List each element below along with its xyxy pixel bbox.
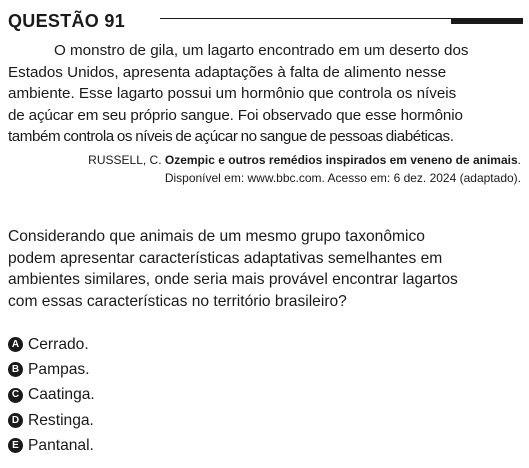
passage-line: também controla os níveis de açúcar no sangue de pessoas diabéticas. bbox=[8, 128, 454, 145]
question-line: ambientes similares, onde seria mais provável encontrar lagartos bbox=[8, 271, 458, 288]
option-b-text: Pampas. bbox=[28, 360, 90, 378]
letter-e-icon: E bbox=[8, 438, 23, 453]
question-line: podem apresentar características adaptativas semelhantes em bbox=[8, 249, 443, 267]
source-citation bbox=[21, 151, 521, 187]
question-line: com essas características no território brasileiro? bbox=[8, 292, 347, 310]
option-d-text: Restinga. bbox=[28, 411, 94, 429]
option-c-text: Caatinga. bbox=[28, 386, 95, 404]
question-line: Considerando que animais de um mesmo grupo taxonômico bbox=[8, 228, 425, 245]
option-b[interactable] bbox=[8, 357, 95, 382]
question-number: QUESTÃO 91 bbox=[8, 11, 126, 31]
option-a[interactable] bbox=[8, 332, 95, 357]
option-e-text: Pantanal. bbox=[28, 436, 94, 454]
question-header bbox=[8, 10, 523, 32]
option-d[interactable] bbox=[8, 408, 95, 433]
question-stem bbox=[8, 226, 522, 312]
header-rule-accent bbox=[451, 18, 523, 24]
source-title-end: . bbox=[517, 153, 521, 167]
option-e[interactable] bbox=[8, 433, 95, 458]
option-a-text: Cerrado. bbox=[28, 335, 89, 353]
letter-a-icon: A bbox=[8, 337, 23, 352]
passage-line: de açúcar em seu próprio sangue. Foi observado que esse hormônio bbox=[8, 106, 463, 124]
passage-line: O monstro de gila, um lagarto encontrado em um deserto dos bbox=[54, 42, 469, 59]
option-c[interactable] bbox=[8, 383, 95, 408]
passage-text bbox=[8, 40, 522, 148]
source-availability: Disponível em: www.bbc.com. Acesso em: 6 dez. 2024 (adaptado). bbox=[164, 171, 521, 185]
letter-c-icon: C bbox=[8, 388, 23, 403]
source-title: Ozempic e outros remédios inspirados em veneno de animais bbox=[164, 153, 518, 167]
answer-options bbox=[8, 332, 95, 458]
source-reference bbox=[21, 151, 521, 169]
passage-line: ambiente. Esse lagarto possui um hormônio que controla os níveis bbox=[8, 85, 457, 102]
source-author: RUSSELL, C. bbox=[88, 153, 165, 167]
letter-d-icon: D bbox=[8, 413, 23, 428]
letter-b-icon: B bbox=[8, 362, 23, 377]
passage-line: Estados Unidos, apresenta adaptações à falta de alimento nesse bbox=[8, 63, 447, 81]
